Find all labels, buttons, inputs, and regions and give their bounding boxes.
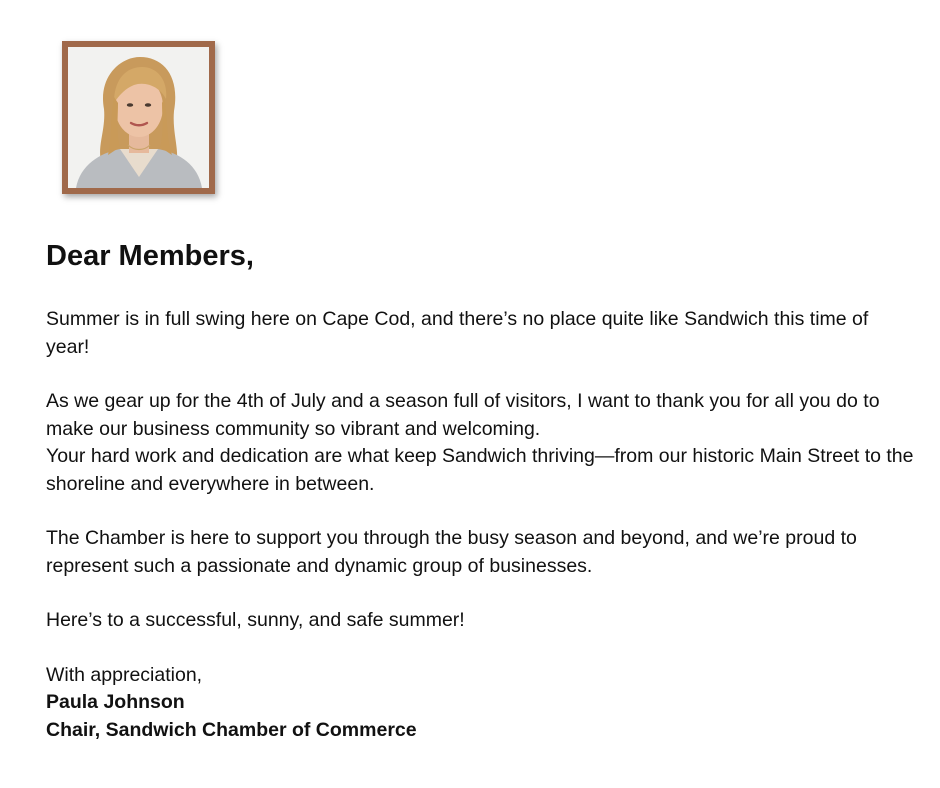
paragraph-chamber-support: The Chamber is here to support you through the busy season and beyond, and we’re proud to represent such a passionate and dynamic group of businesses.: [46, 527, 857, 577]
letter-body: [46, 236, 916, 744]
paragraph-thank-you: As we gear up for the 4th of July and a season full of visitors, I want to thank you for all you do to make our business community so vibrant and welcoming.: [46, 390, 880, 440]
greeting: Dear Members,: [46, 240, 254, 272]
portrait-frame: [62, 41, 215, 194]
signature-name: Paula Johnson: [46, 691, 185, 713]
paragraph-summer: Summer is in full swing here on Cape Cod, and there’s no place quite like Sandwich this time of year!: [46, 308, 869, 358]
signature-title: Chair, Sandwich Chamber of Commerce: [46, 718, 417, 741]
closing: With appreciation,: [46, 663, 203, 686]
portrait-photo-icon: [68, 47, 209, 188]
paragraph-hard-work: Your hard work and dedication are what keep Sandwich thriving—from our historic Main Street to the shoreline and everywhere in between.: [46, 445, 914, 495]
paragraph-summer-wish: Here’s to a successful, sunny, and safe summer!: [46, 609, 465, 631]
